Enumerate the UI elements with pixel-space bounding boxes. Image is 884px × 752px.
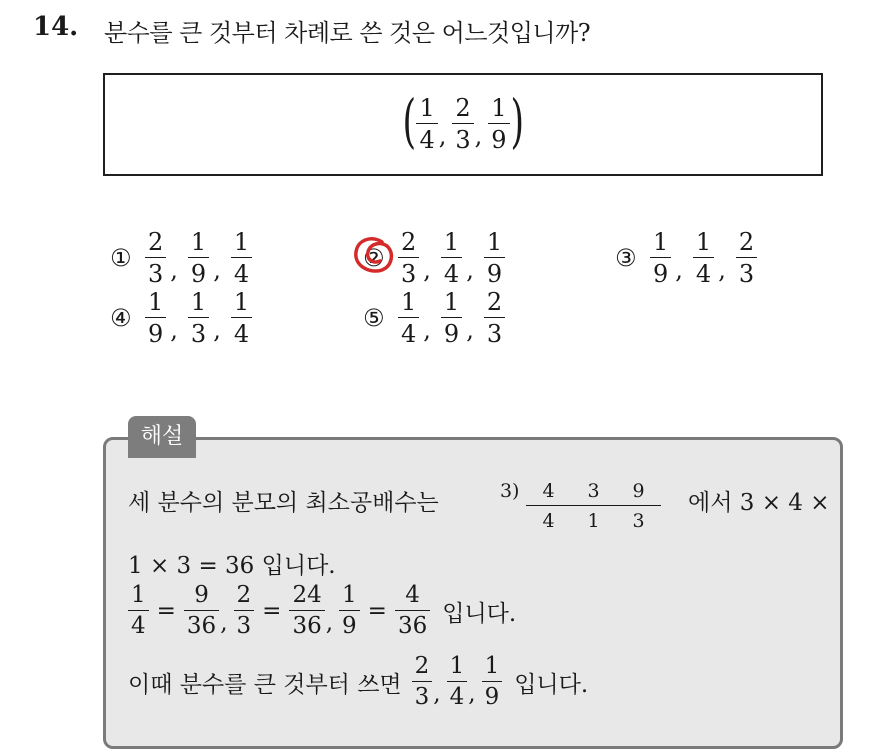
option-marker: ③ [615,243,637,272]
option-1[interactable]: ① $\frac{2}{3}$ , $\frac{1}{9}$ , $\frac{1}{4}$ [110,230,252,286]
solution-line-2: 1 × 3 = 36 입니다. [128,553,336,579]
solution-line-3: $\frac{1}{4}$ = $\frac{9}{36}$ , $\frac{2}{3}$ = $\frac{24}{36}$ , $\frac{1}{9}$ = $\frac{4}{36}$ 입니다. [128,584,516,638]
left-paren: ( [402,87,416,155]
given-fraction: $\frac{1}{9}$ [488,96,509,152]
option-4[interactable]: ④ $\frac{1}{9}$ , $\frac{1}{3}$ , $\frac{1}{4}$ [110,290,252,346]
given-fractions-box [103,73,823,176]
option-marker: ② [363,243,385,272]
option-marker: ⑤ [363,303,385,332]
answer-mark-icon [352,234,402,276]
comma: , [474,122,483,150]
solution-line-4: 이때 분수를 큰 것부터 쓰면 $\frac{2}{3}$ , $\frac{1}{4}$ , $\frac{1}{9}$ 입니다. [128,653,589,710]
solution-tag: 해설 [128,416,196,458]
given-fraction: $\frac{1}{4}$ [416,96,437,152]
question-text: 분수를 큰 것부터 차례로 쓴 것은 어느것입니까? [104,19,591,47]
option-3[interactable]: ③ $\frac{1}{9}$ , $\frac{1}{4}$ , $\frac{2}{3}$ [615,230,757,286]
question-number: 14. [33,12,79,42]
given-fractions [105,87,821,155]
division-divisor: 3 [500,480,513,502]
right-paren: ) [510,87,524,155]
option-marker: ① [110,243,132,272]
option-marker: ④ [110,303,132,332]
given-fraction: $\frac{2}{3}$ [452,96,473,152]
ladder-division: 3 ) 4 3 9 4 1 3 [500,480,661,532]
comma: , [438,122,447,150]
solution-line-1: 세 분수의 분모의 최소공배수는 [128,490,439,516]
option-2[interactable]: ② $\frac{2}{3}$ , $\frac{1}{4}$ , $\frac{1}{9}$ [363,230,505,286]
option-5[interactable]: ⑤ $\frac{1}{4}$ , $\frac{1}{9}$ , $\frac{2}{3}$ [363,290,505,346]
solution-line-1-tail: 에서 3 × 4 × [688,490,830,516]
